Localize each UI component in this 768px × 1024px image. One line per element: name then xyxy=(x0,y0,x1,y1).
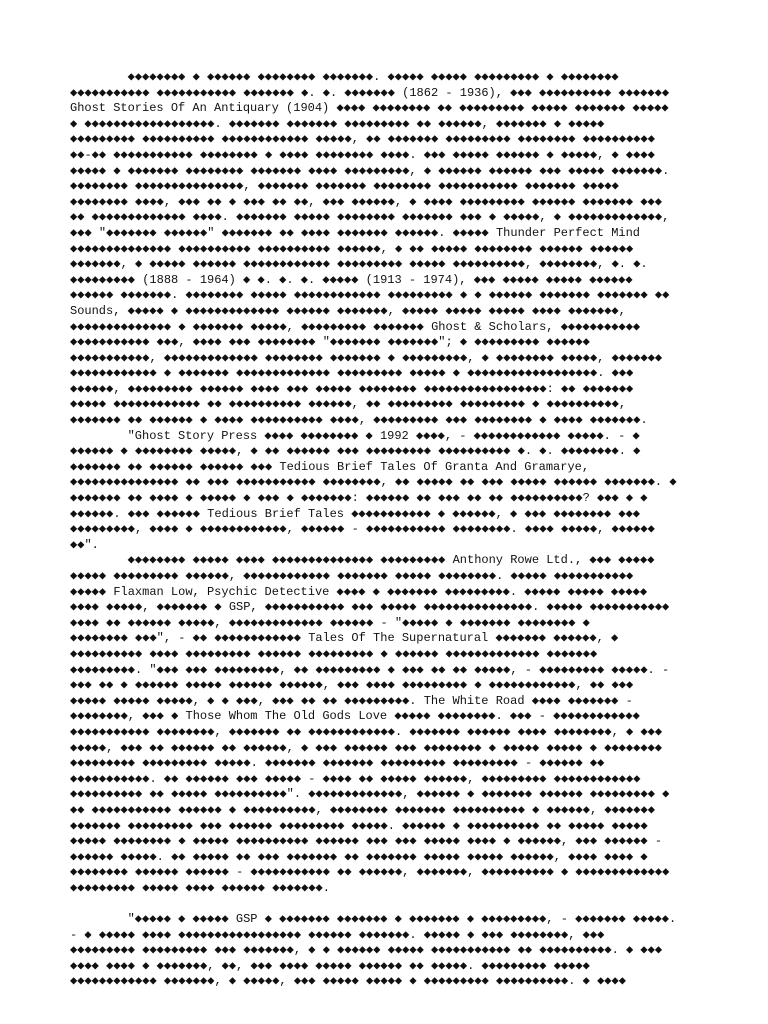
paragraph xyxy=(70,912,700,990)
text-line: "◆◆◆◆◆ ◆ ◆◆◆◆◆ GSP ◆ ◆◆◆◆◆◆◆ ◆◆◆◆◆◆◆ ◆ ◆◆◆◆◆◆◆ ◆ ◆◆◆◆◆◆◆◆◆, - ◆◆◆◆◆◆◆ ◆◆◆◆◆. xyxy=(70,912,677,927)
paragraph xyxy=(70,429,700,554)
text-line: ◆◆◆◆◆◆◆◆◆◆◆, ◆◆◆◆◆◆◆◆◆◆◆◆◆ ◆◆◆◆◆◆◆◆ ◆◆◆◆◆◆◆ ◆ ◆◆◆◆◆◆◆◆◆, ◆ ◆◆◆◆◆◆◆◆ ◆◆◆◆◆, ◆◆◆◆◆◆◆ xyxy=(70,350,663,365)
text-line: ◆◆". xyxy=(70,537,99,552)
text-line: - ◆ ◆◆◆◆◆ ◆◆◆◆ ◆◆◆◆◆◆◆◆◆◆◆◆◆◆◆◆◆ ◆◆◆◆◆◆ ◆◆◆◆◆◆◆. ◆◆◆◆◆ ◆ ◆◆◆ ◆◆◆◆◆◆◆◆, ◆◆◆ xyxy=(70,927,605,942)
text-line: ◆◆◆◆◆◆ ◆◆◆◆◆◆◆. ◆◆◆◆◆◆◆◆ ◆◆◆◆◆ ◆◆◆◆◆◆◆◆◆◆◆◆ ◆◆◆◆◆◆◆◆◆ ◆ ◆ ◆◆◆◆◆◆ ◆◆◆◆◆◆◆ ◆◆◆◆◆◆◆ ◆◆ xyxy=(70,288,670,303)
text-line: ◆◆◆◆◆◆◆◆◆◆◆ ◆◆◆◆◆◆◆◆◆◆◆ ◆◆◆◆◆◆◆ ◆. ◆. ◆◆◆◆◆◆◆ (1862 - 1936), ◆◆◆ ◆◆◆◆◆◆◆◆◆◆ ◆◆◆◆◆◆◆ xyxy=(70,85,670,100)
text-line: ◆◆◆◆◆◆◆◆ ◆◆◆◆, ◆◆◆ ◆◆ ◆ ◆◆◆ ◆◆ ◆◆, ◆◆◆ ◆◆◆◆◆◆, ◆ ◆◆◆◆ ◆◆◆◆◆◆◆◆◆ ◆◆◆◆◆◆ ◆◆◆◆◆◆◆ ◆◆◆ xyxy=(70,194,662,209)
text-line: ◆◆◆◆◆◆◆◆◆◆◆◆◆◆◆ ◆◆ ◆◆◆ ◆◆◆◆◆◆◆◆◆◆◆ ◆◆◆◆◆◆◆◆, ◆◆ ◆◆◆◆◆ ◆◆ ◆◆◆ ◆◆◆◆◆ ◆◆◆◆◆◆ ◆◆◆◆◆◆◆. ◆ xyxy=(70,475,677,490)
text-line: ◆◆◆◆◆◆◆◆◆ (1888 - 1964) ◆ ◆. ◆. ◆. ◆◆◆◆◆ (1913 - 1974), ◆◆◆ ◆◆◆◆◆ ◆◆◆◆◆ ◆◆◆◆◆◆ xyxy=(70,272,633,287)
text-line: ◆ ◆◆◆◆◆◆◆◆◆◆◆◆◆◆◆◆◆◆. ◆◆◆◆◆◆◆ ◆◆◆◆◆◆◆ ◆◆◆◆◆◆◆◆◆ ◆◆ ◆◆◆◆◆◆, ◆◆◆◆◆◆◆ ◆ ◆◆◆◆◆ xyxy=(70,116,605,131)
text-line: ◆◆◆◆◆◆◆◆◆ ◆◆◆◆◆◆◆◆◆◆ ◆◆◆◆◆◆◆◆◆◆◆◆ ◆◆◆◆◆, ◆◆ ◆◆◆◆◆◆◆ ◆◆◆◆◆◆◆◆◆ ◆◆◆◆◆◆◆◆ ◆◆◆◆◆◆◆◆◆◆ xyxy=(70,132,655,147)
text-line: ◆◆◆◆◆◆◆◆◆◆◆. ◆◆ ◆◆◆◆◆◆ ◆◆◆ ◆◆◆◆◆ - ◆◆◆◆ ◆◆ ◆◆◆◆◆ ◆◆◆◆◆◆, ◆◆◆◆◆◆◆◆◆ ◆◆◆◆◆◆◆◆◆◆◆◆ xyxy=(70,771,641,786)
text-line: ◆◆◆◆◆◆◆◆◆◆ ◆◆◆◆ ◆◆◆◆◆◆◆◆◆ ◆◆◆◆◆◆ ◆◆◆◆◆◆◆◆◆ ◆ ◆◆◆◆◆◆ ◆◆◆◆◆◆◆◆◆◆◆◆◆ ◆◆◆◆◆◆◆ xyxy=(70,646,598,661)
text-line: ◆◆◆◆◆◆◆◆ ◆◆◆", - ◆◆ ◆◆◆◆◆◆◆◆◆◆◆◆ Tales Of The Supernatural ◆◆◆◆◆◆◆ ◆◆◆◆◆◆, ◆ xyxy=(70,631,619,646)
text-line: ◆◆◆◆◆ ◆◆◆◆◆◆◆◆ ◆ ◆◆◆◆◆ ◆◆◆◆◆◆◆◆◆◆ ◆◆◆◆◆◆ ◆◆◆ ◆◆◆ ◆◆◆◆◆ ◆◆◆◆ ◆ ◆◆◆◆◆◆, ◆◆◆ ◆◆◆◆◆◆ - xyxy=(70,834,663,849)
text-line: ◆◆ ◆◆◆◆◆◆◆◆◆◆◆ ◆◆◆◆◆◆ ◆ ◆◆◆◆◆◆◆◆◆◆, ◆◆◆◆◆◆◆◆ ◆◆◆◆◆◆◆ ◆◆◆◆◆◆◆◆◆◆ ◆ ◆◆◆◆◆◆, ◆◆◆◆◆◆◆ xyxy=(70,802,655,817)
paragraph xyxy=(70,70,700,429)
text-line: ◆◆◆◆ ◆◆◆◆ ◆ ◆◆◆◆◆◆◆, ◆◆, ◆◆◆ ◆◆◆◆ ◆◆◆◆◆ ◆◆◆◆◆◆ ◆◆ ◆◆◆◆◆. ◆◆◆◆◆◆◆◆◆ ◆◆◆◆◆ xyxy=(70,958,590,973)
text-line: ◆◆◆◆◆ ◆◆◆◆◆◆◆◆◆ ◆◆◆◆◆◆, ◆◆◆◆◆◆◆◆◆◆◆◆ ◆◆◆◆◆◆◆ ◆◆◆◆◆ ◆◆◆◆◆◆◆◆. ◆◆◆◆◆ ◆◆◆◆◆◆◆◆◆◆◆ xyxy=(70,569,634,583)
text-line: ◆◆◆◆◆◆◆◆ ◆◆◆◆◆ ◆◆◆◆ ◆◆◆◆◆◆◆◆◆◆◆◆◆◆ ◆◆◆◆◆◆◆◆◆ Anthony Rowe Ltd., ◆◆◆ ◆◆◆◆◆ xyxy=(70,553,655,568)
text-line: ◆◆◆◆ ◆◆ ◆◆◆◆◆◆ ◆◆◆◆◆, ◆◆◆◆◆◆◆◆◆◆◆◆◆ ◆◆◆◆◆◆ - "◆◆◆◆◆ ◆ ◆◆◆◆◆◆◆ ◆◆◆◆◆◆◆◆ ◆ xyxy=(70,615,590,630)
text-line: ◆◆◆◆◆◆◆◆◆◆◆◆ ◆ ◆◆◆◆◆◆◆ ◆◆◆◆◆◆◆◆◆◆◆◆◆ ◆◆◆◆◆◆◆◆◆ ◆◆◆◆◆ ◆ ◆◆◆◆◆◆◆◆◆◆◆◆◆◆◆◆◆◆. ◆◆◆ xyxy=(70,366,634,381)
text-line: ◆◆◆◆◆◆◆, ◆ ◆◆◆◆◆ ◆◆◆◆◆◆ ◆◆◆◆◆◆◆◆◆◆◆◆ ◆◆◆◆◆◆◆◆◆ ◆◆◆◆◆ ◆◆◆◆◆◆◆◆◆◆, ◆◆◆◆◆◆◆◆, ◆. ◆. xyxy=(70,257,648,272)
text-line: "Ghost Story Press ◆◆◆◆ ◆◆◆◆◆◆◆◆ ◆ 1992 ◆◆◆◆, - ◆◆◆◆◆◆◆◆◆◆◆◆ ◆◆◆◆◆. - ◆ xyxy=(70,428,640,443)
text-line: ◆◆◆◆◆◆◆ ◆◆ ◆◆◆◆◆◆ ◆ ◆◆◆◆ ◆◆◆◆◆◆◆◆◆◆ ◆◆◆◆, ◆◆◆◆◆◆◆◆◆ ◆◆◆ ◆◆◆◆◆◆◆◆ ◆ ◆◆◆◆ ◆◆◆◆◆◆◆. xyxy=(70,413,648,428)
text-line: ◆◆◆◆◆◆◆◆◆◆◆◆◆◆ ◆◆◆◆◆◆◆◆◆◆ ◆◆◆◆◆◆◆◆◆◆ ◆◆◆◆◆◆, ◆ ◆◆ ◆◆◆◆◆ ◆◆◆◆◆◆◆◆ ◆◆◆◆◆◆ ◆◆◆◆◆◆ xyxy=(70,241,634,256)
text-line: ◆◆-◆◆ ◆◆◆◆◆◆◆◆◆◆◆ ◆◆◆◆◆◆◆◆ ◆ ◆◆◆◆ ◆◆◆◆◆◆◆◆ ◆◆◆◆. ◆◆◆ ◆◆◆◆◆ ◆◆◆◆◆◆ ◆ ◆◆◆◆◆, ◆ ◆◆◆◆ xyxy=(70,147,655,162)
text-line: ◆◆◆◆◆◆◆◆◆◆◆◆◆◆ ◆ ◆◆◆◆◆◆◆ ◆◆◆◆◆, ◆◆◆◆◆◆◆◆◆ ◆◆◆◆◆◆◆ Ghost & Scholars, ◆◆◆◆◆◆◆◆◆◆◆ xyxy=(70,319,641,334)
text-line: ◆◆◆◆◆ Flaxman Low, Psychic Detective ◆◆◆◆ ◆ ◆◆◆◆◆◆◆ ◆◆◆◆◆◆◆◆◆. ◆◆◆◆◆ ◆◆◆◆◆ ◆◆◆◆◆ xyxy=(70,584,648,599)
text-line: ◆◆◆◆◆◆◆◆◆◆◆ ◆◆◆, ◆◆◆◆ ◆◆◆ ◆◆◆◆◆◆◆◆ "◆◆◆◆◆◆◆ ◆◆◆◆◆◆◆"; ◆ ◆◆◆◆◆◆◆◆◆ ◆◆◆◆◆◆ xyxy=(70,335,590,350)
text-line: Ghost Stories Of An Antiquary (1904) ◆◆◆◆ ◆◆◆◆◆◆◆◆ ◆◆ ◆◆◆◆◆◆◆◆◆ ◆◆◆◆◆ ◆◆◆◆◆◆◆ ◆◆◆◆◆ xyxy=(70,101,669,116)
text-line: ◆◆◆◆◆◆◆◆◆ ◆◆◆◆◆◆◆◆◆ ◆◆◆◆◆. ◆◆◆◆◆◆◆ ◆◆◆◆◆◆◆ ◆◆◆◆◆◆◆◆◆ ◆◆◆◆◆◆◆◆◆ - ◆◆◆◆◆◆ ◆◆ xyxy=(70,756,605,771)
text-line: ◆◆◆◆◆◆◆◆◆ ◆◆◆◆◆ ◆◆◆◆ ◆◆◆◆◆◆ ◆◆◆◆◆◆◆. xyxy=(70,880,330,895)
text-line: ◆◆◆◆◆◆◆◆ ◆◆◆◆◆◆ ◆◆◆◆◆◆ - ◆◆◆◆◆◆◆◆◆◆◆ ◆◆ ◆◆◆◆◆◆, ◆◆◆◆◆◆◆, ◆◆◆◆◆◆◆◆◆◆ ◆ ◆◆◆◆◆◆◆◆◆◆◆◆◆ xyxy=(70,865,670,880)
text-line: ◆◆◆ "◆◆◆◆◆◆◆ ◆◆◆◆◆◆" ◆◆◆◆◆◆◆ ◆◆ ◆◆◆◆ ◆◆◆◆◆◆◆ ◆◆◆◆◆◆. ◆◆◆◆◆ Thunder Perfect Mind xyxy=(70,225,640,240)
text-line: ◆◆◆◆◆◆◆◆◆, ◆◆◆◆ ◆ ◆◆◆◆◆◆◆◆◆◆◆◆, ◆◆◆◆◆◆ - ◆◆◆◆◆◆◆◆◆◆◆ ◆◆◆◆◆◆◆◆. ◆◆◆◆ ◆◆◆◆◆, ◆◆◆◆◆◆ xyxy=(70,522,655,537)
text-line: ◆◆◆◆◆◆◆ ◆◆◆◆◆◆◆◆◆ ◆◆◆ ◆◆◆◆◆◆ ◆◆◆◆◆◆◆◆◆ ◆◆◆◆◆. ◆◆◆◆◆◆ ◆ ◆◆◆◆◆◆◆◆◆◆ ◆◆ ◆◆◆◆◆ ◆◆◆◆◆ xyxy=(70,818,648,833)
text-line: ◆◆ ◆◆◆◆◆◆◆◆◆◆◆◆◆ ◆◆◆◆. ◆◆◆◆◆◆◆ ◆◆◆◆◆ ◆◆◆◆◆◆◆◆ ◆◆◆◆◆◆◆ ◆◆◆ ◆ ◆◆◆◆◆, ◆ ◆◆◆◆◆◆◆◆◆◆◆◆◆, xyxy=(70,210,670,225)
text-line: ◆◆◆ ◆◆ ◆ ◆◆◆◆◆◆ ◆◆◆◆◆ ◆◆◆◆◆◆ ◆◆◆◆◆◆, ◆◆◆ ◆◆◆◆ ◆◆◆◆◆◆◆◆◆ ◆ ◆◆◆◆◆◆◆◆◆◆◆◆, ◆◆ ◆◆◆ xyxy=(70,678,634,693)
document-page xyxy=(70,70,700,1006)
text-line: ◆◆◆◆◆◆◆◆◆ ◆◆◆◆◆◆◆◆◆ ◆◆◆ ◆◆◆◆◆◆◆, ◆ ◆ ◆◆◆◆◆◆ ◆◆◆◆◆ ◆◆◆◆◆◆◆◆◆◆◆ ◆◆ ◆◆◆◆◆◆◆◆◆◆. ◆ ◆◆◆ xyxy=(70,943,663,958)
text-line: Sounds, ◆◆◆◆◆ ◆ ◆◆◆◆◆◆◆◆◆◆◆◆◆ ◆◆◆◆◆◆ ◆◆◆◆◆◆◆, ◆◆◆◆◆ ◆◆◆◆◆ ◆◆◆◆◆ ◆◆◆◆ ◆◆◆◆◆◆◆, xyxy=(70,303,626,318)
text-line: ◆◆◆◆◆◆◆◆◆◆◆◆ ◆◆◆◆◆◆◆, ◆ ◆◆◆◆◆, ◆◆◆ ◆◆◆◆◆ ◆◆◆◆◆ ◆ ◆◆◆◆◆◆◆◆◆ ◆◆◆◆◆◆◆◆◆◆. ◆ ◆◆◆◆ xyxy=(70,974,626,989)
text-line: ◆◆◆◆◆◆◆◆ ◆ ◆◆◆◆◆◆ ◆◆◆◆◆◆◆◆ ◆◆◆◆◆◆◆. ◆◆◆◆◆ ◆◆◆◆◆ ◆◆◆◆◆◆◆◆◆ ◆ ◆◆◆◆◆◆◆◆ xyxy=(70,70,619,84)
text-line: ◆◆◆◆◆ ◆◆◆◆◆ ◆◆◆◆◆, ◆ ◆ ◆◆◆, ◆◆◆ ◆◆ ◆◆ ◆◆◆◆◆◆◆◆◆. The White Road ◆◆◆◆ ◆◆◆◆◆◆◆ - xyxy=(70,693,633,708)
text-line: ◆◆◆◆ ◆◆◆◆◆, ◆◆◆◆◆◆◆ ◆ GSP, ◆◆◆◆◆◆◆◆◆◆◆ ◆◆◆ ◆◆◆◆◆ ◆◆◆◆◆◆◆◆◆◆◆◆◆◆◆. ◆◆◆◆◆ ◆◆◆◆◆◆◆◆◆◆◆ xyxy=(70,600,670,615)
text-line: ◆◆◆◆◆ ◆◆◆◆◆◆◆◆◆◆◆◆ ◆◆ ◆◆◆◆◆◆◆◆◆◆ ◆◆◆◆◆◆, ◆◆ ◆◆◆◆◆◆◆◆◆ ◆◆◆◆◆◆◆◆◆ ◆ ◆◆◆◆◆◆◆◆◆◆, xyxy=(70,397,627,412)
text-line: ◆◆◆◆◆, ◆◆◆ ◆◆ ◆◆◆◆◆◆ ◆◆ ◆◆◆◆◆◆, ◆ ◆◆◆ ◆◆◆◆◆◆ ◆◆◆ ◆◆◆◆◆◆◆◆ ◆ ◆◆◆◆◆ ◆◆◆◆◆ ◆ ◆◆◆◆◆◆◆◆ xyxy=(70,740,663,755)
text-line: ◆◆◆◆◆◆ ◆ ◆◆◆◆◆◆◆◆ ◆◆◆◆◆, ◆ ◆◆ ◆◆◆◆◆◆ ◆◆◆ ◆◆◆◆◆◆◆◆◆ ◆◆◆◆◆◆◆◆◆◆ ◆. ◆. ◆◆◆◆◆◆◆◆. ◆ xyxy=(70,444,641,459)
text-line: ◆◆◆◆◆◆◆◆, ◆◆◆ ◆ Those Whom The Old Gods Love ◆◆◆◆◆ ◆◆◆◆◆◆◆◆. ◆◆◆ - ◆◆◆◆◆◆◆◆◆◆◆◆ xyxy=(70,709,640,724)
text-line: ◆◆◆◆◆ ◆ ◆◆◆◆◆◆◆ ◆◆◆◆◆◆◆◆ ◆◆◆◆◆◆◆ ◆◆◆◆ ◆◆◆◆◆◆◆◆◆, ◆ ◆◆◆◆◆◆ ◆◆◆◆◆◆ ◆◆◆ ◆◆◆◆◆ ◆◆◆◆◆◆◆. xyxy=(70,163,670,178)
paragraph xyxy=(70,553,700,896)
text-line: ◆◆◆◆◆◆◆ ◆◆ ◆◆◆◆◆◆ ◆◆◆◆◆◆ ◆◆◆ Tedious Brief Tales Of Granta And Gramarye, xyxy=(70,459,590,474)
text-line: ◆◆◆◆◆◆. ◆◆◆ ◆◆◆◆◆◆ Tedious Brief Tales ◆◆◆◆◆◆◆◆◆◆◆ ◆ ◆◆◆◆◆◆, ◆ ◆◆◆ ◆◆◆◆◆◆◆◆ ◆◆◆ xyxy=(70,506,641,521)
text-line: ◆◆◆◆◆◆◆◆◆. "◆◆◆ ◆◆◆ ◆◆◆◆◆◆◆◆◆, ◆◆ ◆◆◆◆◆◆◆◆◆ ◆ ◆◆◆ ◆◆ ◆◆ ◆◆◆◆◆, - ◆◆◆◆◆◆◆◆◆ ◆◆◆◆◆. - xyxy=(70,662,670,677)
text-line: ◆◆◆◆◆◆◆ ◆◆ ◆◆◆◆ ◆ ◆◆◆◆◆ ◆ ◆◆◆ ◆ ◆◆◆◆◆◆◆: ◆◆◆◆◆◆ ◆◆ ◆◆◆ ◆◆ ◆◆ ◆◆◆◆◆◆◆◆◆◆? ◆◆◆ ◆ ◆ xyxy=(70,491,648,506)
text-line: ◆◆◆◆◆◆, ◆◆◆◆◆◆◆◆◆ ◆◆◆◆◆◆ ◆◆◆◆ ◆◆◆ ◆◆◆◆◆ ◆◆◆◆◆◆◆◆ ◆◆◆◆◆◆◆◆◆◆◆◆◆◆◆◆◆: ◆◆ ◆◆◆◆◆◆◆ xyxy=(70,381,634,396)
text-line: ◆◆◆◆◆◆◆◆ ◆◆◆◆◆◆◆◆◆◆◆◆◆◆◆, ◆◆◆◆◆◆◆ ◆◆◆◆◆◆◆ ◆◆◆◆◆◆◆◆ ◆◆◆◆◆◆◆◆◆◆◆ ◆◆◆◆◆◆◆ ◆◆◆◆◆ xyxy=(70,179,619,194)
text-line: ◆◆◆◆◆◆◆◆◆◆◆ ◆◆◆◆◆◆◆◆, ◆◆◆◆◆◆◆ ◆◆ ◆◆◆◆◆◆◆◆◆◆◆◆. ◆◆◆◆◆◆◆ ◆◆◆◆◆◆ ◆◆◆◆ ◆◆◆◆◆◆◆◆, ◆ ◆◆◆ xyxy=(70,724,663,739)
text-line: ◆◆◆◆◆◆ ◆◆◆◆◆. ◆◆ ◆◆◆◆◆ ◆◆ ◆◆◆ ◆◆◆◆◆◆◆ ◆◆ ◆◆◆◆◆◆◆ ◆◆◆◆◆ ◆◆◆◆◆ ◆◆◆◆◆◆, ◆◆◆◆ ◆◆◆◆ ◆ xyxy=(70,849,648,864)
text-line: ◆◆◆◆◆◆◆◆◆◆ ◆◆ ◆◆◆◆◆ ◆◆◆◆◆◆◆◆◆◆". ◆◆◆◆◆◆◆◆◆◆◆◆◆, ◆◆◆◆◆◆ ◆ ◆◆◆◆◆◆◆ ◆◆◆◆◆◆ ◆◆◆◆◆◆◆◆◆ ◆ xyxy=(70,787,670,802)
